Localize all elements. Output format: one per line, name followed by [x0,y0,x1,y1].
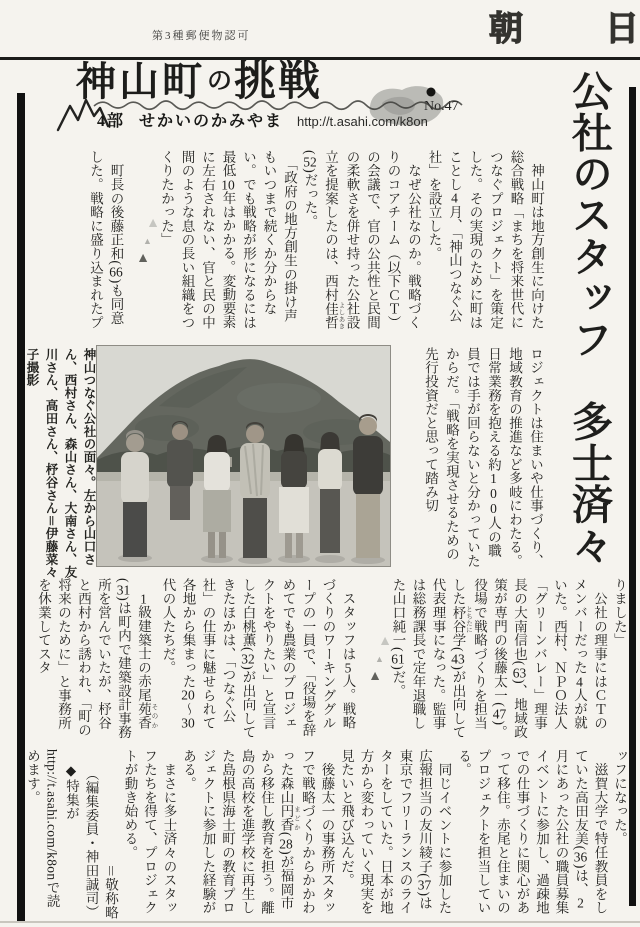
postal-permit-notice: 第3種郵便物認可 [152,30,251,42]
series-title-main: 神山町 [76,59,205,104]
article-paragraph: 公社の理事にはＣＴのメンバーだった4人が就いた。西村、ＮＰＯ法人「グリーンバレー」理事長の大南信也(63)、地域政策が専門の後藤太一(47)。役場で戦略づくりを担当した杼谷 とちたに学(43)が出向して代表理事になった。監事は総務課長で定年退職した山口純一(61)だ。 [390,578,607,740]
series-title-particle: の [207,68,233,95]
mountain-divider-icon: ▲▲▲ [135,215,161,267]
article-band-1 [32,150,546,332]
series-subtitle: せかいのかみやま [139,113,284,130]
article-band-2 [30,578,629,740]
article-band-3 [25,749,629,919]
article-paragraph: ◆特集がhttp://t.asahi.com/k8onで読めます。 [25,749,79,908]
series-subtitle-row [97,108,428,131]
main-headline: 公社のスタッフ 多士済々 [566,70,612,566]
issue-number: No.47 [424,99,459,114]
mountain-divider-icon: ▲▲▲ [367,633,393,685]
article-photo [97,346,390,566]
photo-scene [97,346,390,566]
article-paragraph: まさに多士済々のスタッフたちを得て、プロジェクトが動き始める。 [122,749,177,915]
photo-caption-text: 神山つなぐ公社の面々。左から山口さん、西村さん、森山さん、大南さん、友川さん、高田さん、杼谷さん＝伊藤菜々子撮影 [25,348,96,579]
bottom-edge-line [0,921,640,923]
article-paragraph: 「政府の地方創生の掛け声もいつまで続くか分からない。でも戦略が形になるには最低10年はかかる。変動要素に左右されない、官と民の中間のような息の長い組織をつくりたかった」 [159,150,297,330]
article-paragraph: ッフになった。 [612,749,627,846]
article-paragraph: 1級建築士の赤尾苑香 そのか(31)は町内で建築設計事務所を営んでいたが、杼谷と西村から誘われ、「町の将来のために」と事務所を休業してスタ [36,578,158,740]
article-paragraph: 同じイベントに参加した広報担当の友川綾子(37)は東京でフリーランスのライターをしていた。日本が地方から変わっていく現実を見たいと飛び込んだ。 [339,749,452,915]
article-paragraph: 神山町は地方創生に向けた総合戦略「まちを将来世代につなぐプロジェクト」を策定した。その実現のために町はことし4月、「神山つなぐ公社」を設立した。 [426,150,544,330]
article-paragraph: ロジェクトは住まいや仕事づくり、地域教育の推進など多岐にわたる。日常業務を抱える約100人の職員では手が回らないと分かっていたからだ。「戦略を実現させるための先行投資だと思って踏み切 [423,347,543,568]
masthead-hi-character: 日 [605,11,639,48]
masthead-asa-character: 朝 [489,11,523,48]
article-photo-side-column [394,347,546,568]
article-paragraph: スタッフは5人。戦略づくりのワーキンググループの一員で、「役場を辞めてでも農業のプロジェクトをやりたい」と宣言した白桃薫(32)が出向してきたほかは、「つなぐ公社」の仕事に魅せられて各地から集まった20〜30代の人たちだ。 [160,578,356,740]
photo-caption [15,348,98,584]
article-paragraph: りました」 [612,578,627,647]
right-frame-bar [629,87,636,906]
series-title-challenge: 挑戦 [234,59,323,105]
article-paragraph: 後藤太一の事務所スタッフで戦略づくりからかかわった森山円香 まどか(28)が福岡市から移住し教育を担う。離島の高校を進学校に再生した島根県海士町の教育プロジェクトに参加した経験がある。 [181,749,335,915]
article-paragraph: なぜ公社なのか。戦略づくりのコアチーム（以下ＣＴ）の会議で、官の公共性と民間の柔軟さを併せ持った公社設立を提案したのは、西村佳哲 よしあき(52)だった。 [302,150,421,330]
article-paragraph: （編集委員・神田誠司） [83,767,99,919]
article-paragraph: ＝敬称略 [103,863,118,919]
edition-label: 4部 [97,113,126,130]
article-paragraph: 滋賀大学で特任教員をしていた高田友美(36)は、2月にあった公社の職員募集イベントに参加し、過疎地での仕事づくりに関心があって移住。赤尾と住まいのプロジェクトを担当している。 [456,749,608,915]
article-paragraph: 町長の後藤正和(66)も同意した。戦略に盛り込まれたプ [88,150,124,330]
series-url: http://t.asahi.com/k8on [297,114,428,129]
